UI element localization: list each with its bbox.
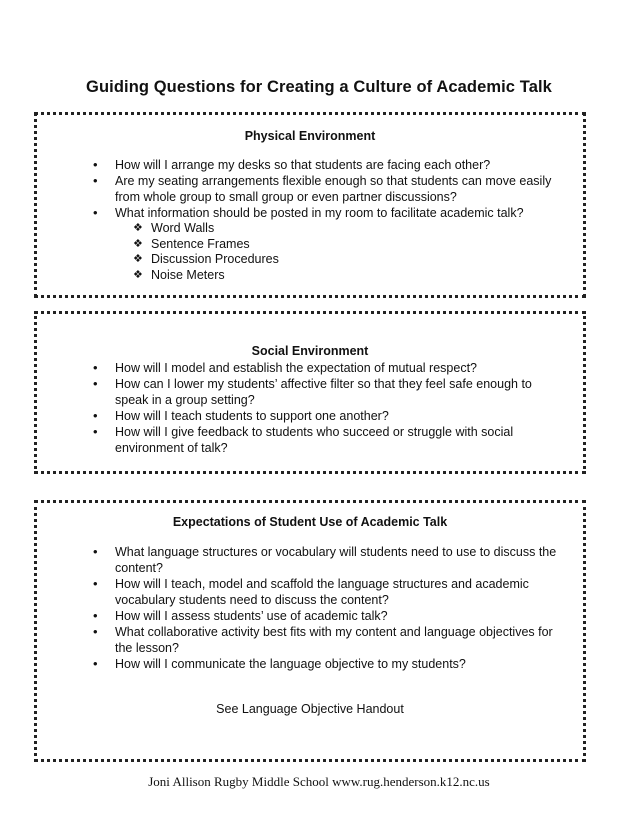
list-item: • How will I teach students to support one another? xyxy=(37,408,583,424)
bullet-list xyxy=(37,360,583,456)
sub-bullet-list xyxy=(115,221,565,283)
sub-list-item: ❖ Discussion Procedures xyxy=(133,252,279,266)
list-item: • What language structures or vocabulary will students need to use to discuss the content? xyxy=(37,544,583,576)
diamond-icon: ❖ xyxy=(133,253,143,265)
list-item: • How will I give feedback to students who succeed or struggle with social environment of talk? xyxy=(37,424,583,456)
list-item: • Are my seating arrangements flexible enough so that students can move easily from whole group to small group or even partner discussions? xyxy=(37,173,583,205)
expectations-box xyxy=(34,500,586,762)
list-item: • What information should be posted in my room to facilitate academic talk? ❖ Word Walls ❖ Sentence Frames ❖ Discussion Procedures ❖ Noise Meters xyxy=(37,205,583,283)
sub-list-item: ❖ Noise Meters xyxy=(133,267,225,282)
list-item: • How will I communicate the language objective to my students? xyxy=(37,656,583,672)
page-title: Guiding Questions for Creating a Culture of Academic Talk xyxy=(86,78,552,96)
list-item: • How will I arrange my desks so that students are facing each other? xyxy=(37,157,583,173)
sub-list-item: ❖ Sentence Frames xyxy=(133,236,250,251)
section-heading: Physical Environment xyxy=(244,129,376,143)
bullet-list xyxy=(37,544,583,672)
list-item: • What collaborative activity best fits with my content and language objectives for the lesson? xyxy=(37,624,583,656)
section-heading: Social Environment xyxy=(251,344,369,358)
diamond-icon: ❖ xyxy=(133,268,143,281)
diamond-icon: ❖ xyxy=(133,237,143,250)
social-environment-box xyxy=(34,311,586,474)
physical-environment-box xyxy=(34,112,586,298)
footer: Joni Allison Rugby Middle School www.rug.henderson.k12.nc.us xyxy=(148,774,490,789)
handout-note: See Language Objective Handout xyxy=(216,702,404,716)
list-item: • How will I model and establish the expectation of mutual respect? xyxy=(37,360,583,376)
sub-list-item: ❖ Word Walls xyxy=(133,221,215,235)
section-heading: Expectations of Student Use of Academic Talk xyxy=(172,515,448,529)
bullet-list xyxy=(37,157,583,283)
list-item: • How can I lower my students’ affective filter so that they feel safe enough to speak in a group setting? xyxy=(37,376,583,408)
diamond-icon: ❖ xyxy=(133,222,143,234)
list-item: • How will I assess students’ use of academic talk? xyxy=(37,608,583,624)
list-item: • How will I teach, model and scaffold the language structures and academic vocabulary students need to discuss the content? xyxy=(37,576,583,608)
